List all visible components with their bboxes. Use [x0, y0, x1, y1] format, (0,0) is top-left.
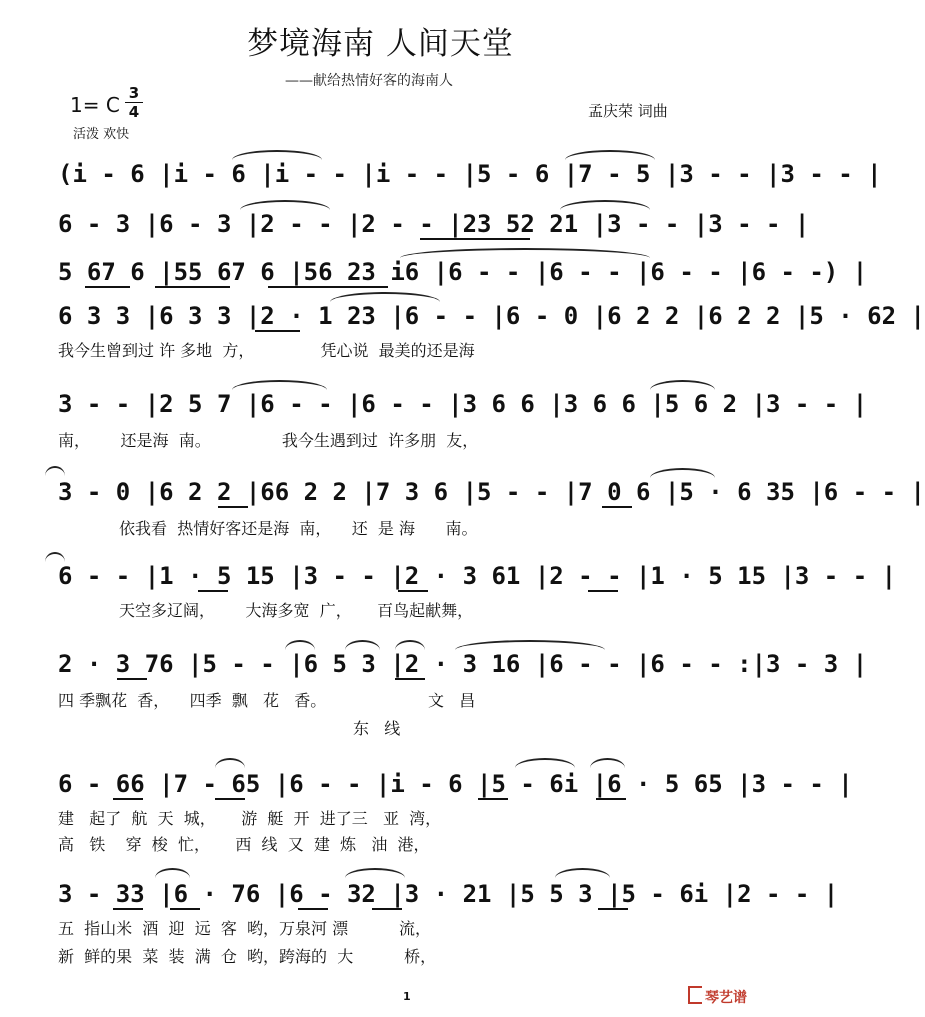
logo-text: 琴艺谱 [705, 990, 747, 1006]
tie-mark [240, 200, 330, 210]
lyric-line: 南， 还是海 南。 我今生遇到过 许多朋 友， [58, 431, 479, 450]
logo-icon [688, 986, 702, 1004]
tie-mark [650, 468, 715, 478]
tempo-marking: 活泼 欢快 [73, 127, 130, 142]
beam-line [85, 286, 130, 288]
tie-mark [285, 640, 315, 650]
tie-mark [590, 758, 625, 768]
lyric-line: 四 季飘花 香， 四季 飘 花 香。 文 昌 [58, 691, 476, 710]
tie-mark [650, 380, 715, 390]
tie-mark [400, 248, 650, 258]
score-row-9: 6 - 66 |7 - 65 |6 - - |i - 6 |5 - 6i |6 · 5 65 |3 - - | [58, 770, 853, 798]
score-row-5: 3 - - |2 5 7 |6 - - |6 - - |3 6 6 |3 6 6 |5 6 2 |3 - - | [58, 390, 868, 418]
score-row-1: (i - 6 |i - 6 |i - - |i - - |5 - 6 |7 - 5 |3 - - |3 - - | [58, 160, 882, 188]
score-row-7: 6 - - |1 · 5 15 |3 - - |2 · 3 61 |2 - - |1 · 5 15 |3 - - | [58, 562, 897, 590]
lyric-line: 五 指山米 酒 迎 远 客 哟，万泉河 漂 流， [58, 919, 431, 938]
beam-line [420, 238, 530, 240]
beam-line [398, 590, 428, 592]
site-logo [688, 986, 747, 1007]
tie-mark [515, 758, 575, 768]
score-row-6: 3 - 0 |6 2 2 |66 2 2 |7 3 6 |5 - - |7 0 6 |5 · 6 35 |6 - - | [58, 478, 925, 506]
beam-line [198, 590, 228, 592]
beam-line [255, 330, 300, 332]
score-row-2: 6 - 3 |6 - 3 |2 - - |2 - - |23 52 21 |3 - - |3 - - | [58, 210, 810, 238]
beam-line [117, 678, 147, 680]
beam-line [215, 798, 245, 800]
lyric-line: 依我看 热情好客还是海 南， 还 是 海 南。 [58, 519, 478, 538]
score-row-3: 5 67 6 |55 67 6 |56 23 i6 |6 - - |6 - - |6 - - |6 - -) | [58, 258, 868, 286]
beam-line [218, 506, 248, 508]
beam-line [598, 908, 628, 910]
tie-mark [330, 292, 440, 302]
beam-line [588, 590, 618, 592]
beam-line [372, 908, 402, 910]
tie-mark [560, 200, 650, 210]
song-title: 梦境海南 人间天堂 [247, 26, 514, 62]
lyric-line: 我今生曾到过 许 多地 方， 凭心说 最美的还是海 [58, 341, 475, 360]
tie-mark [395, 640, 425, 650]
beam-line [113, 798, 143, 800]
tie-mark [555, 868, 610, 878]
score-row-4: 6 3 3 |6 3 3 |2 · 1 23 |6 - - |6 - 0 |6 2 2 |6 2 2 |5 · 62 | [58, 302, 925, 330]
beam-line [596, 798, 626, 800]
tie-mark [345, 640, 380, 650]
time-signature-bottom: 4 [128, 103, 140, 121]
tie-mark [565, 150, 655, 160]
beam-line [602, 506, 632, 508]
lyric-line-2: 高 铁 穿 梭 忙， 西 线 又 建 炼 油 港， [58, 835, 430, 854]
lyric-line-2: 东 线 [58, 719, 401, 738]
time-signature-top: 3 [125, 84, 143, 103]
tie-mark [345, 868, 405, 878]
tie-mark [45, 466, 65, 476]
tie-mark [215, 758, 245, 768]
lyric-line: 天空多辽阔， 大海多宽 广， 百鸟起献舞， [58, 601, 474, 620]
beam-line [170, 908, 200, 910]
lyric-line-2: 新 鲜的果 菜 装 满 仓 哟，跨海的 大 桥， [58, 947, 437, 966]
tie-mark [232, 150, 322, 160]
score-row-10: 3 - 33 |6 · 76 |6 - 32 |3 · 21 |5 5 3 |5 - 6i |2 - - | [58, 880, 839, 908]
beam-line [113, 908, 143, 910]
beam-line [395, 678, 425, 680]
tie-mark [455, 640, 605, 650]
page-number: 1 [403, 990, 411, 1003]
tie-mark [232, 380, 327, 390]
tie-mark [155, 868, 190, 878]
lyric-line: 建 起了 航 天 城， 游 艇 开 进了三 亚 湾， [58, 809, 442, 828]
time-signature [125, 84, 143, 121]
beam-line [155, 286, 230, 288]
beam-line [298, 908, 328, 910]
beam-line [478, 798, 508, 800]
score-row-8: 2 · 3 76 |5 - - |6 5 3 |2 · 3 16 |6 - - |6 - - :|3 - 3 | [58, 650, 868, 678]
beam-line [268, 286, 388, 288]
tie-mark [45, 552, 65, 562]
composer-credit: 孟庆荣 词曲 [588, 102, 668, 120]
key-signature: 1= C [70, 93, 120, 117]
song-subtitle: ——献给热情好客的海南人 [285, 73, 453, 89]
